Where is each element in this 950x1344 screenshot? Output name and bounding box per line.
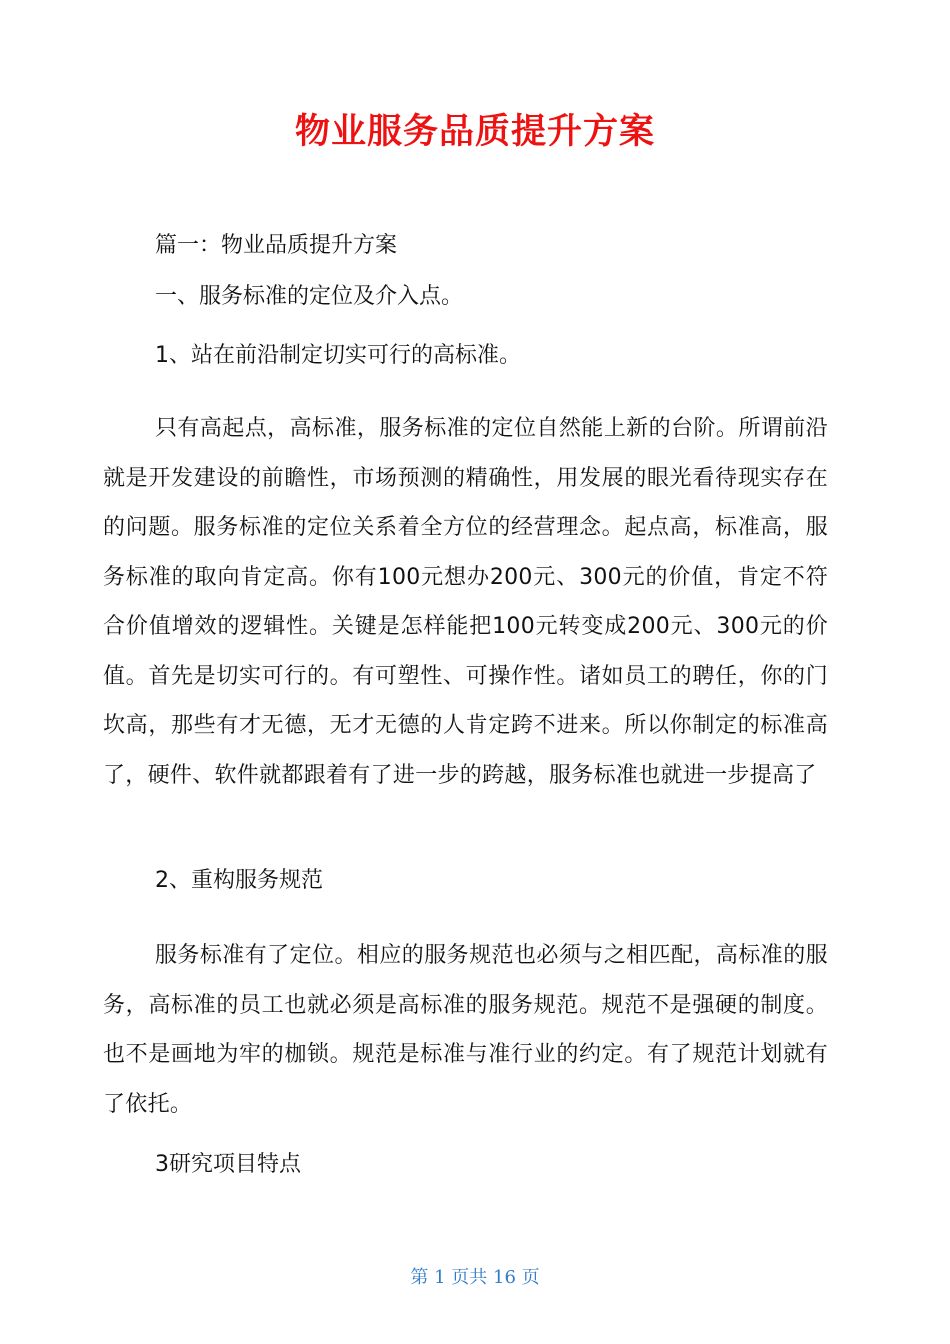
paragraph-2: 服务标准有了定位。相应的服务规范也必须与之相匹配，高标准的服务，高标准的员工也就必须是高标准的服务规范。规范不是强硬的制度。也不是画地为牢的枷锁。规范是标准与准行业的约定。有了规范计划就有了依托。: [103, 943, 828, 1117]
item-heading-1: 1、站在前沿制定切实可行的高标准。: [155, 343, 521, 368]
part-heading: 篇一：物业品质提升方案: [155, 233, 398, 258]
document-title: 物业服务品质提升方案: [294, 112, 655, 152]
paragraph-1: 只有高起点，高标准，服务标准的定位自然能上新的台阶。所谓前沿就是开发建设的前瞻性，市场预测的精确性，用发展的眼光看待现实存在的问题。服务标准的定位关系着全方位的经营理念。起点高，标准高，服务标准的取向肯定高。你有100元想办200元、300元的价值，肯定不符合价值增效的逻辑性。关键是怎样能把100元转变成200元、300元的价值。首先是切实可行的。有可塑性、可操作性。诸如员工的聘任，你的门坎高，那些有才无德，无才无德的人肯定跨不进来。所以你制定的标准高了，硬件、软件就都跟着有了进一步的跨越，服务标准也就进一步提高了: [103, 416, 828, 788]
section-heading-1: 一、服务标准的定位及介入点。: [155, 284, 464, 309]
page-footer: 第 1 页共 16 页: [410, 1267, 540, 1288]
item-heading-2: 2、重构服务规范: [155, 868, 323, 893]
item-heading-3: 3研究项目特点: [155, 1152, 301, 1177]
